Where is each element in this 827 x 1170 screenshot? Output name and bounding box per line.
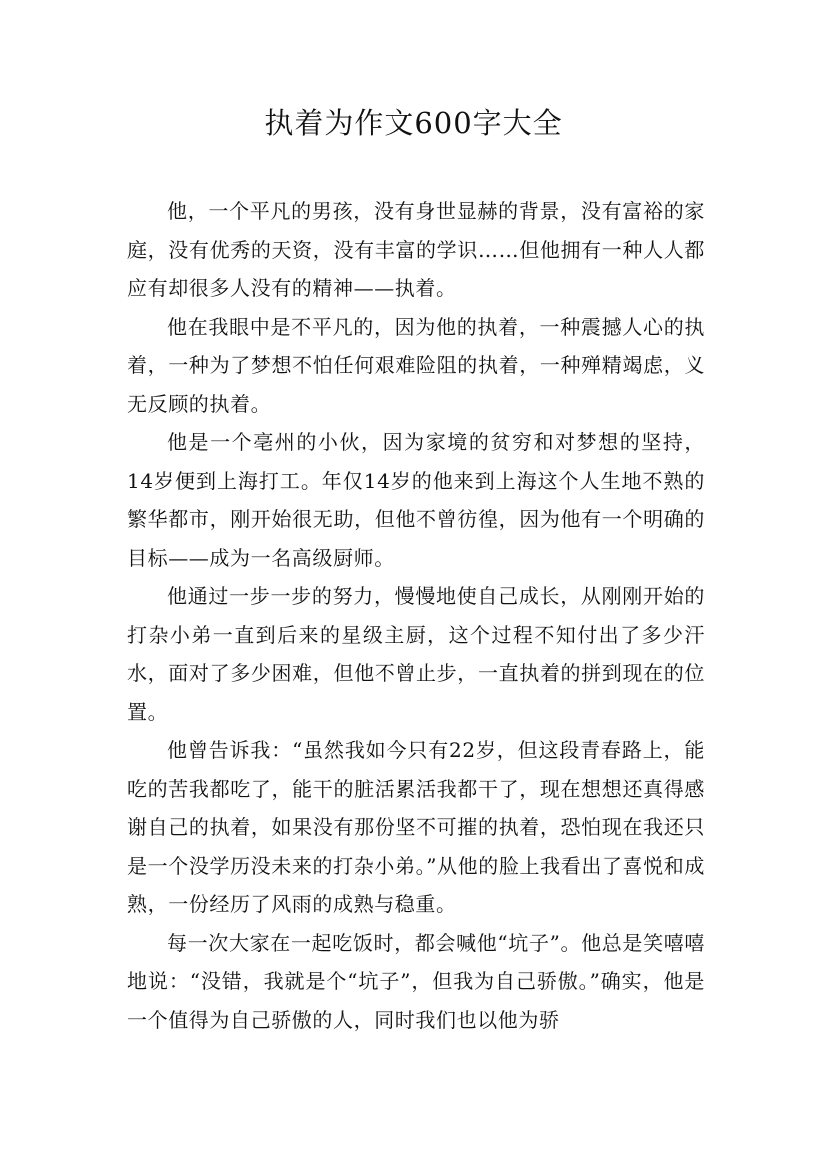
paragraph: 他通过一步一步的努力，慢慢地使自己成长，从刚刚开始的打杂小弟一直到后来的星级主厨，这个过程不知付出了多少汗水，面对了多少困难，但他不曾止步，一直执着的拼到现在的位置。 <box>127 584 705 724</box>
paragraph: 每一次大家在一起吃饭时，都会喊他“坑子”。他总是笑嘻嘻地说：“没错，我就是个“坑子”，但我为自己骄傲。”确实，他是一个值得为自己骄傲的人，同时我们也以他为骄 <box>127 930 705 1032</box>
document-body <box>127 192 705 1039</box>
paragraph: 他曾告诉我：“虽然我如今只有22岁，但这段青春路上，能吃的苦我都吃了，能干的脏活累活我都干了，现在想想还真得感谢自己的执着，如果没有那份坚不可摧的执着，恐怕现在我还只是一个没学历没未来的打杂小弟。”从他的脸上我看出了喜悦和成熟，一份经历了风雨的成熟与稳重。 <box>127 738 705 916</box>
paragraph: 他在我眼中是不平凡的，因为他的执着，一种震撼人心的执着，一种为了梦想不怕任何艰难险阻的执着，一种殚精竭虑，义无反顾的执着。 <box>127 314 705 416</box>
document-title: 执着为作文600字大全 <box>264 106 563 140</box>
paragraph: 他，一个平凡的男孩，没有身世显赫的背景，没有富裕的家庭，没有优秀的天资，没有丰富的学识……但他拥有一种人人都应有却很多人没有的精神——执着。 <box>127 199 705 300</box>
paragraph: 他是一个亳州的小伙，因为家境的贫穷和对梦想的坚持，14岁便到上海打工。年仅14岁的他来到上海这个人生地不熟的繁华都市，刚开始很无助，但他不曾彷徨，因为他有一个明确的目标——成为一名高级厨师。 <box>127 430 705 570</box>
